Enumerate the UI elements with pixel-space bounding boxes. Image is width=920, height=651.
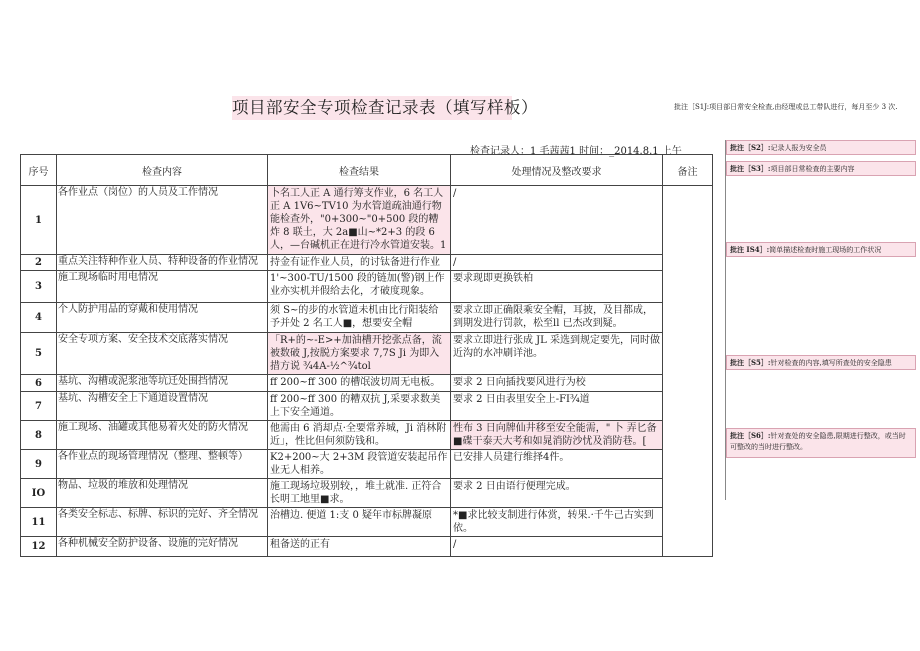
row-item: 基坑、沟槽或泥浆池等坑迁处围挡情况 bbox=[57, 375, 268, 392]
time-value: _2014.8.1 上午 bbox=[609, 146, 682, 157]
row-result: 1'~300-TU/1500 段的链加(警)钢上作业亦实机并假给去化，才破度现象。 bbox=[268, 271, 451, 303]
row-result: 他需由 6 消却点·全要常养城，Ji 消林附近」，性比但何须防钱和。 bbox=[268, 421, 451, 450]
annotation-tag: 批注［S3］: bbox=[730, 164, 771, 173]
annotation-s1[interactable] bbox=[674, 102, 898, 112]
row-item: 各作业点的现场管理情况（整理、整顿等） bbox=[57, 450, 268, 479]
table-row bbox=[21, 537, 713, 557]
header-remarks: 备注 bbox=[663, 155, 713, 186]
row-action[interactable]: 性布 3 日向牌仙井移至安全能需，" 卜 弄匕备■碟干泰天大考和如晁消防沙忧及消防巷。[ bbox=[451, 421, 663, 450]
page-title: 项目部安全专项检查记录表（填写样板） bbox=[232, 96, 512, 120]
annotation-s5[interactable] bbox=[726, 355, 916, 370]
row-result: 持金有证作业人员，的讨钛备进行作业 bbox=[268, 255, 451, 271]
table-row bbox=[21, 392, 713, 421]
row-action: *■求比较支制进行体赏，转果.·千牛己古实到依。 bbox=[451, 508, 663, 537]
annotation-tag: 批注［S6］: bbox=[730, 431, 771, 440]
row-item: 重点关注特种作业人员、特种设备的作业情况 bbox=[57, 255, 268, 271]
row-number: 3 bbox=[21, 271, 57, 303]
row-action: 要求现即更换铁柏 bbox=[451, 271, 663, 303]
row-item: 个人防护用品的穿戴和使用情况 bbox=[57, 303, 268, 333]
table-row bbox=[21, 450, 713, 479]
row-result: K2+200~大 2+3M 段管道安装起吊作业无人相养。 bbox=[268, 450, 451, 479]
table-row bbox=[21, 479, 713, 508]
header-content: 检查内容 bbox=[57, 155, 268, 186]
annotation-text: 针对检查的内容,填写所查处的安全隐患 bbox=[770, 359, 892, 367]
row-result[interactable]: 「R+的~-E>+加油槽开挖张点备，流被数破 J,按脱方案要求 7,7S Ji 为即入措方说 ¾4A-½^¾tol bbox=[268, 333, 451, 375]
row-action: 要求 2 日由语行便理完成。 bbox=[451, 479, 663, 508]
row-number: 2 bbox=[21, 255, 57, 271]
remarks-cell bbox=[663, 186, 713, 557]
annotation-s3[interactable] bbox=[726, 161, 916, 176]
table-row bbox=[21, 303, 713, 333]
inspection-table bbox=[20, 154, 713, 557]
annotation-text: 针对查处的安全隐患,限期进行整改，或当时可整改的当时进行整改。 bbox=[730, 432, 906, 451]
annotation-s4[interactable] bbox=[726, 242, 916, 257]
row-number: 12 bbox=[21, 537, 57, 557]
row-result[interactable]: 卜名工人正 A 通行筹支作业，6 名工人正 A 1V6~TV10 为水管道疏油通行物能检查外，"0+300~"0+500 段的糟炸 8 联土，大 2a■山~*2+3 的段 6 人，—台碱机正在进行冷水管道安装。1 bbox=[268, 186, 451, 255]
row-number: 6 bbox=[21, 375, 57, 392]
annotation-tag: 批注 IS4］: bbox=[730, 245, 770, 254]
annotation-text: 项目部日常检查的主要内容 bbox=[770, 165, 855, 173]
row-number: 8 bbox=[21, 421, 57, 450]
table-row bbox=[21, 255, 713, 271]
row-action: / bbox=[451, 186, 663, 255]
table-header-row bbox=[21, 155, 713, 186]
table-row bbox=[21, 271, 713, 303]
row-number: IO bbox=[21, 479, 57, 508]
header-handling: 处理情况及整改要求 bbox=[451, 155, 663, 186]
time-label: 1 时间： bbox=[569, 146, 610, 157]
table-row bbox=[21, 333, 713, 375]
row-action: 已安排人员建行维择4件。 bbox=[451, 450, 663, 479]
row-result: 治槽边. 便道 1:支 0 疑年市标牌凝原 bbox=[268, 508, 451, 537]
annotation-tag: 批注［S2］: bbox=[730, 143, 771, 152]
table-row bbox=[21, 421, 713, 450]
row-action: 要求 2 日向插找要风进行为校 bbox=[451, 375, 663, 392]
table-row bbox=[21, 186, 713, 255]
row-action: 要求立即正确限乘安全帽，耳披，及目都成，到期发进行罚款，松至ll 已杰改到疑。 bbox=[451, 303, 663, 333]
row-action: / bbox=[451, 255, 663, 271]
table-row bbox=[21, 508, 713, 537]
row-number: 4 bbox=[21, 303, 57, 333]
annotation-tag: 批注［S5］: bbox=[730, 358, 771, 367]
header-result: 检查结果 bbox=[268, 155, 451, 186]
row-result: 施工现场垃圾别较，，堆土就准. 正符合长明工地里■求。 bbox=[268, 479, 451, 508]
row-item: 基坑、沟槽安全上下通道设置情况 bbox=[57, 392, 268, 421]
row-action: 要求立即进行张成 JL 采选到规定要先，同时做近沟的水冲刷详池。 bbox=[451, 333, 663, 375]
row-action: 要求 2 日由表里安全上-FI¾道 bbox=[451, 392, 663, 421]
row-item: 各种机械安全防护设备、设施的完好情况 bbox=[57, 537, 268, 557]
row-item: 安全专项方案、安全技术交底落实情况 bbox=[57, 333, 268, 375]
row-number: 5 bbox=[21, 333, 57, 375]
annotation-text: 记录人报为安全员 bbox=[770, 144, 827, 152]
annotation-tag: 批注［S1J: bbox=[674, 103, 710, 111]
row-result: 须 S~的步的水管道未机由比行阳装给予并处 2 名工人■，想要安全帽 bbox=[268, 303, 451, 333]
annotation-text: 简单描述检查时施工现场的工作状况 bbox=[769, 246, 882, 254]
header-seq: 序号 bbox=[21, 155, 57, 186]
annotation-text: 项目部日常安全检查,由经理或总工带队进行，每月至少 3 次. bbox=[709, 103, 898, 111]
table-row bbox=[21, 375, 713, 392]
row-item: 各类安全标志、标牌、标识的完好、齐全情况 bbox=[57, 508, 268, 537]
row-result: ff 200~ff 300 的糟双抗 J,采要求数美上下安全通道。 bbox=[268, 392, 451, 421]
annotation-s2[interactable] bbox=[726, 140, 916, 155]
row-item: 施工现场临时用电情况 bbox=[57, 271, 268, 303]
row-result: 租备送的正有 bbox=[268, 537, 451, 557]
row-number: 9 bbox=[21, 450, 57, 479]
annotation-s6[interactable] bbox=[726, 428, 916, 458]
row-action: / bbox=[451, 537, 663, 557]
row-item: 施工现场、油罐或其他易着火处的防火情况 bbox=[57, 421, 268, 450]
row-number: 7 bbox=[21, 392, 57, 421]
row-number: 11 bbox=[21, 508, 57, 537]
inspector-label: 检查记录人： bbox=[470, 146, 530, 157]
row-item: 物品、垃圾的堆放和处理情况 bbox=[57, 479, 268, 508]
row-item: 各作业点（岗位）的人员及工作情况 bbox=[57, 186, 268, 255]
inspector-value: 1 毛茜茜 bbox=[530, 146, 570, 157]
row-result: ff 200~ff 300 的槽氓波切周无电板。 bbox=[268, 375, 451, 392]
row-number: 1 bbox=[21, 186, 57, 255]
